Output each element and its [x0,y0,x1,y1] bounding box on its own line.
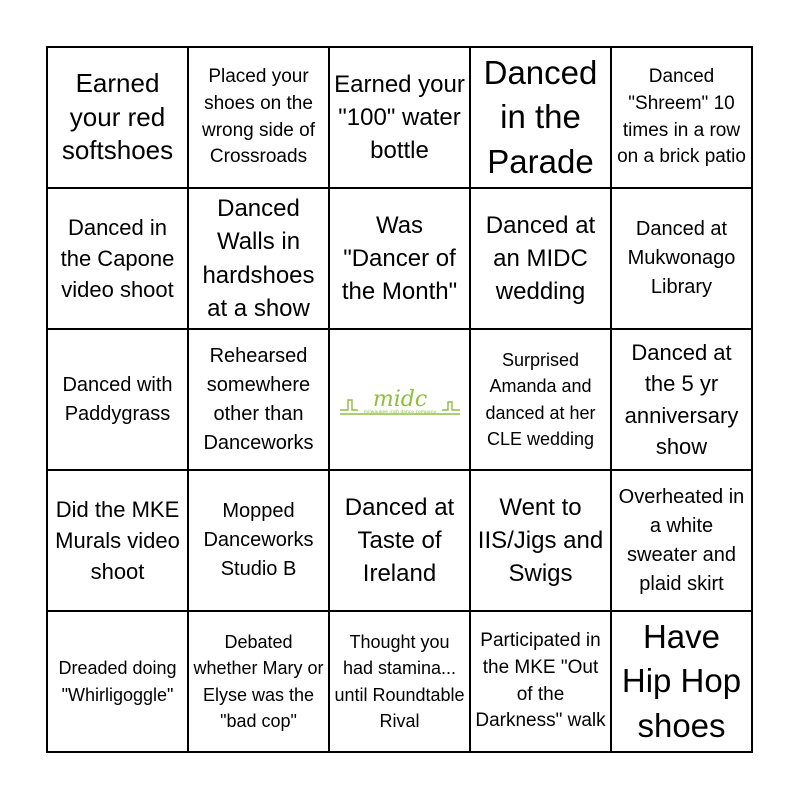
logo-subtext: milwaukee irish dance company [363,409,436,415]
bingo-cell[interactable] [330,189,471,330]
bingo-cell[interactable] [471,612,612,753]
bingo-cell[interactable] [189,471,330,612]
cell-text: Danced with Paddygrass [62,373,173,425]
cell-text: Dreaded doing "Whirligoggle" [58,658,177,705]
cell-text: Went to IIS/Jigs and Swigs [477,493,604,588]
cell-text: Debated whether Mary or Elyse was the "bad cop" [193,632,324,731]
cell-text: Danced "Shreem" 10 times in a row on a brick patio [617,66,746,168]
cell-text: Thought you had stamina... until Roundtable Rival [334,632,465,731]
cell-text: Danced in the Parade [483,53,598,180]
bingo-cell[interactable] [330,471,471,612]
bingo-cell[interactable] [48,330,189,471]
cell-text: Danced Walls in hardshoes at a show [202,195,315,322]
cell-text: Earned your "100" water bottle [334,70,465,165]
bingo-cell[interactable] [189,48,330,189]
bingo-cell[interactable] [48,612,189,753]
bingo-cell[interactable] [612,48,753,189]
bingo-cell[interactable] [612,612,753,753]
cell-text: Mopped Danceworks Studio B [203,500,314,580]
bingo-cell[interactable] [471,189,612,330]
bingo-cell[interactable] [330,48,471,189]
cell-text: Overheated in a white sweater and plaid skirt [618,485,745,595]
bingo-cell[interactable] [471,330,612,471]
bingo-cell[interactable] [471,48,612,189]
cell-text: Danced at Mukwonago Library [627,218,736,298]
cell-text: Participated in the MKE "Out of the Darkness" walk [475,630,606,732]
bingo-cell[interactable] [330,612,471,753]
bingo-cell[interactable] [612,330,753,471]
bingo-cell[interactable] [612,471,753,612]
bingo-cell[interactable] [189,330,330,471]
bingo-cell[interactable] [189,189,330,330]
free-space-cell[interactable] [330,330,471,471]
cell-text: Danced at an MIDC wedding [485,211,596,306]
cell-text: Rehearsed somewhere other than Danceworks [203,344,314,454]
cell-text: Did the MKE Murals video shoot [55,496,180,585]
bingo-cell[interactable] [48,471,189,612]
cell-text: Was "Dancer of the Month" [341,211,458,306]
cell-text: Surprised Amanda and danced at her CLE wedding [485,350,596,449]
bingo-cell[interactable] [48,48,189,189]
bingo-cell[interactable] [612,189,753,330]
bingo-cell[interactable] [471,471,612,612]
cell-text: Danced at the 5 yr anniversary show [624,340,739,459]
bingo-cell[interactable] [189,612,330,753]
cell-text: Placed your shoes on the wrong side of Crossroads [201,66,315,168]
bingo-board [46,46,753,753]
cell-text: Have Hip Hop shoes [621,617,742,744]
logo-text: midc [372,386,427,412]
cell-text: Earned your red softshoes [61,67,174,166]
bingo-cell[interactable] [48,189,189,330]
cell-text: Danced at Taste of Ireland [344,493,455,588]
cell-text: Danced in the Capone video shoot [60,214,175,303]
midc-logo [338,380,462,420]
